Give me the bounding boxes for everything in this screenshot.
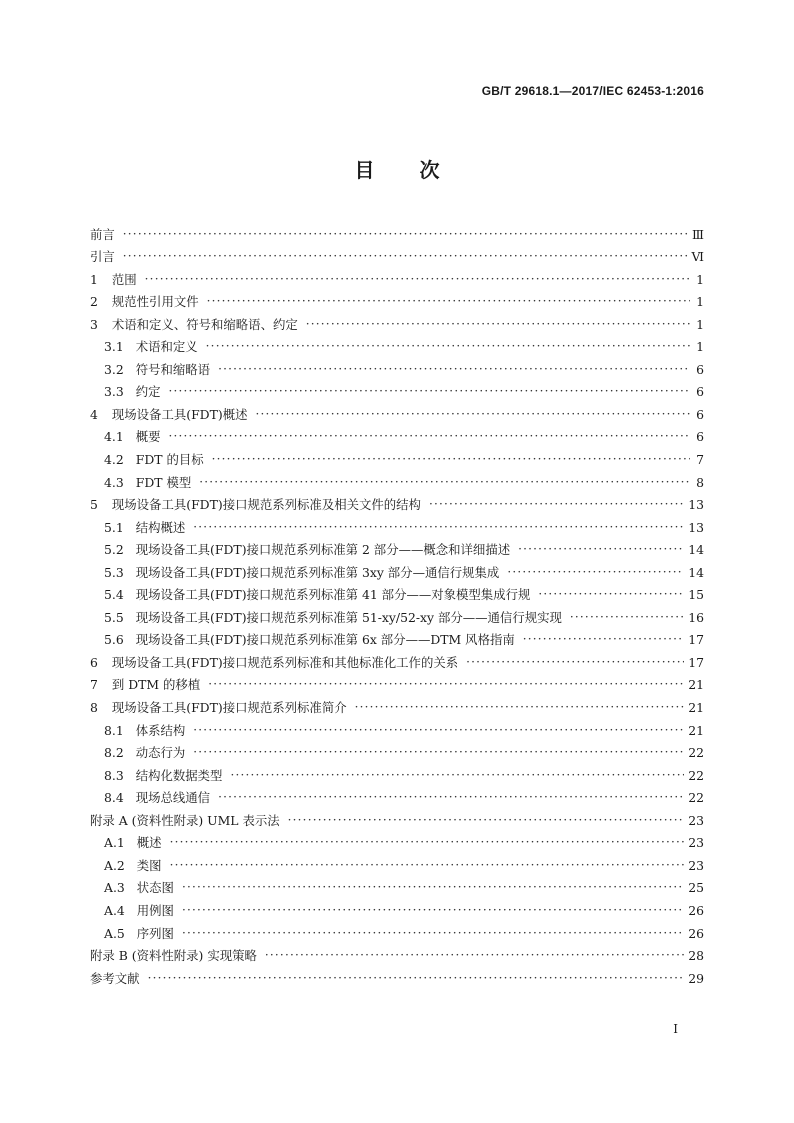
toc-entry-label: 类图 [136,857,162,873]
toc-entry-number: 5.6 [104,632,124,648]
toc-entry-number: 3.2 [104,361,124,377]
toc-entry-label: 状态图 [136,880,174,896]
toc-entry-number: 5 [90,497,98,513]
toc-entry-label: 规范性引用文件 [111,294,199,310]
toc-entry-number: 5.5 [104,609,124,625]
toc-entry-label: 术语和定义 [135,339,198,355]
toc-entry-number: 8.3 [104,767,124,783]
toc-entry-page: Ⅲ [692,226,704,242]
dot-leader [123,227,688,242]
toc-entry-page: 23 [688,835,704,851]
dot-leader [212,452,690,467]
page-number: I [673,1022,678,1036]
toc-entry[interactable] [90,242,704,265]
toc-entry-label: 现场设备工具(FDT)接口规范系列标准第 6x 部分——DTM 风格指南 [135,632,515,648]
toc-entry-number: 5.1 [104,519,124,535]
toc-entry-label: 前言 [90,226,115,242]
dot-leader [169,384,691,399]
toc-entry-label: 序列图 [136,925,174,941]
toc-entry-number: 4.2 [104,452,124,468]
toc-entry[interactable] [90,354,704,377]
toc-entry-page: 1 [696,271,704,287]
standard-code-header: GB/T 29618.1—2017/IEC 62453-1:2016 [481,84,704,98]
toc-entry-number: 2 [90,294,98,310]
toc-entry[interactable] [90,692,704,715]
dot-leader [538,587,684,602]
toc-entry[interactable] [90,670,704,693]
dot-leader [507,565,684,580]
toc-entry-page: 29 [688,970,704,986]
toc-entry-page: 1 [696,294,704,310]
toc-entry[interactable] [90,850,704,873]
toc-entry[interactable] [90,873,704,896]
toc-entry-number: A.4 [104,902,125,918]
toc-entry-number: A.2 [104,857,125,873]
toc-entry-label: 现场设备工具(FDT)接口规范系列标准第 3xy 部分—通信行规集成 [135,564,500,580]
toc-entry-page: 23 [688,857,704,873]
dot-leader [206,339,690,354]
dot-leader [288,813,685,828]
toc-entry-page: 15 [688,587,704,603]
toc-entry-page: 6 [696,406,704,422]
toc-entry[interactable] [90,941,704,964]
toc-entry-label: 现场设备工具(FDT)接口规范系列标准简介 [111,700,347,716]
dot-leader [193,723,684,738]
toc-entry[interactable] [90,828,704,851]
dot-leader [170,835,685,850]
toc-entry-page: 17 [688,654,704,670]
toc-entry[interactable] [90,580,704,603]
toc-entry-number: 3.1 [104,339,124,355]
toc-entry-label: 现场设备工具(FDT)接口规范系列标准第 51-xy/52-xy 部分——通信行规实现 [135,609,562,625]
toc-entry[interactable] [90,625,704,648]
toc-entry-page: 26 [688,902,704,918]
toc-entry-page: 13 [688,519,704,535]
toc-entry-page: 21 [688,700,704,716]
toc-entry[interactable] [90,512,704,535]
toc-entry-page: 22 [688,790,704,806]
toc-entry[interactable] [90,422,704,445]
toc-entry-number: 4.3 [104,474,124,490]
toc-entry-page: 28 [688,948,704,964]
toc-entry-number: A.3 [104,880,125,896]
toc-entry-page: 6 [696,361,704,377]
toc-entry[interactable] [90,805,704,828]
toc-entry-label: 到 DTM 的移植 [111,677,201,693]
toc-entry[interactable] [90,647,704,670]
dot-leader [255,407,690,422]
toc-entry-page: 8 [696,474,704,490]
toc-entry-label: 约定 [135,384,161,400]
toc-entry-label: 引言 [90,249,115,265]
toc-entry-number: 8.1 [104,722,124,738]
toc-entry[interactable] [90,490,704,513]
dot-leader [193,745,684,760]
toc-entry[interactable] [90,287,704,310]
toc-entry-label: 概要 [135,429,161,445]
toc-entry[interactable] [90,760,704,783]
toc-entry-number: 4 [90,406,98,422]
toc-entry-number: 5.3 [104,564,124,580]
toc-entry-page: 23 [688,812,704,828]
toc-entry-page: 7 [696,452,704,468]
toc-entry-label: 附录 A (资料性附录) UML 表示法 [90,812,280,828]
toc-entry[interactable] [90,444,704,467]
toc-entry-label: 现场设备工具(FDT)概述 [111,406,248,422]
toc-entry-label: 现场设备工具(FDT)接口规范系列标准及相关文件的结构 [111,497,421,513]
dot-leader [182,880,684,895]
dot-leader [218,790,684,805]
toc-entry-page: 6 [696,384,704,400]
toc-entry[interactable] [90,535,704,558]
toc-entry[interactable] [90,738,704,761]
toc-entry[interactable] [90,332,704,355]
dot-leader [170,858,685,873]
dot-leader [306,317,690,332]
toc-entry-page: 14 [688,542,704,558]
toc-entry-number: A.1 [104,835,125,851]
toc-entry-number: A.5 [104,925,125,941]
toc-entry-page: 21 [688,722,704,738]
toc-entry-number: 8.4 [104,790,124,806]
toc-entry-number: 3 [90,316,98,332]
toc-entry[interactable] [90,467,704,490]
toc-entry-label: 体系结构 [135,722,186,738]
toc-entry-page: 22 [688,767,704,783]
toc-entry[interactable] [90,602,704,625]
toc-entry-label: 现场总线通信 [135,790,211,806]
toc-entry-label: 符号和缩略语 [135,361,211,377]
toc-entry-label: 现场设备工具(FDT)接口规范系列标准第 41 部分——对象模型集成行规 [135,587,531,603]
toc-entry[interactable] [90,264,704,287]
toc-entry-number: 6 [90,654,98,670]
toc-entry-number: 1 [90,271,98,287]
dot-leader [182,926,684,941]
dot-leader [145,272,690,287]
dot-leader [355,700,685,715]
toc-entry-number: 5.2 [104,542,124,558]
toc-entry-label: 用例图 [136,902,174,918]
toc-entry-page: 16 [688,609,704,625]
toc-entry-label: 参考文献 [90,970,140,986]
toc-entry-label: 现场设备工具(FDT)接口规范系列标准和其他标准化工作的关系 [111,654,459,670]
dot-leader [123,249,688,264]
dot-leader [148,971,685,986]
toc-entry-page: 21 [688,677,704,693]
toc-entry-label: 动态行为 [135,745,186,761]
dot-leader [199,475,690,490]
toc-entry-label: 现场设备工具(FDT)接口规范系列标准第 2 部分——概念和详细描述 [135,542,511,558]
toc-entry-label: 结构化数据类型 [135,767,223,783]
toc-entry[interactable] [90,895,704,918]
toc-entry-page: 14 [688,564,704,580]
toc-entry-page: 1 [696,316,704,332]
toc-entry-number: 8.2 [104,745,124,761]
toc-entry[interactable] [90,377,704,400]
toc-entry-page: 26 [688,925,704,941]
toc-entry[interactable] [90,219,704,242]
toc-entry-number: 7 [90,677,98,693]
dot-leader [518,542,684,557]
toc-entry-label: 附录 B (资料性附录) 实现策略 [90,948,257,964]
toc-entry-page: 25 [688,880,704,896]
toc-entry[interactable] [90,783,704,806]
toc-entry[interactable] [90,963,704,986]
dot-leader [218,362,690,377]
toc-entry[interactable] [90,918,704,941]
toc-entry-page: 17 [688,632,704,648]
dot-leader [169,429,691,444]
toc-entry-page: Ⅵ [691,249,704,265]
toc-entry-label: 术语和定义、符号和缩略语、约定 [111,316,298,332]
toc-entry-number: 3.3 [104,384,124,400]
toc-entry-label: 范围 [111,271,137,287]
toc-entry[interactable] [90,715,704,738]
toc-entry-label: 结构概述 [135,519,186,535]
toc-entry-page: 13 [688,497,704,513]
toc-entry-page: 22 [688,745,704,761]
dot-leader [523,632,684,647]
toc-entry-page: 1 [696,339,704,355]
toc-entry-label: 概述 [136,835,162,851]
toc-entry-label: FDT 的目标 [135,452,204,468]
toc-entry-number: 8 [90,700,98,716]
toc-entry-number: 4.1 [104,429,124,445]
dot-leader [265,948,684,963]
dot-leader [570,610,684,625]
page-title: 目 次 [354,158,440,182]
dot-leader [182,903,684,918]
dot-leader [230,768,684,783]
toc-entry-number: 5.4 [104,587,124,603]
table-of-contents [90,219,704,986]
toc-entry[interactable] [90,399,704,422]
dot-leader [429,497,684,512]
dot-leader [193,520,684,535]
toc-entry[interactable] [90,557,704,580]
dot-leader [207,294,690,309]
dot-leader [466,655,684,670]
toc-entry-page: 6 [696,429,704,445]
dot-leader [208,677,684,692]
toc-entry[interactable] [90,309,704,332]
toc-entry-label: FDT 模型 [135,474,192,490]
